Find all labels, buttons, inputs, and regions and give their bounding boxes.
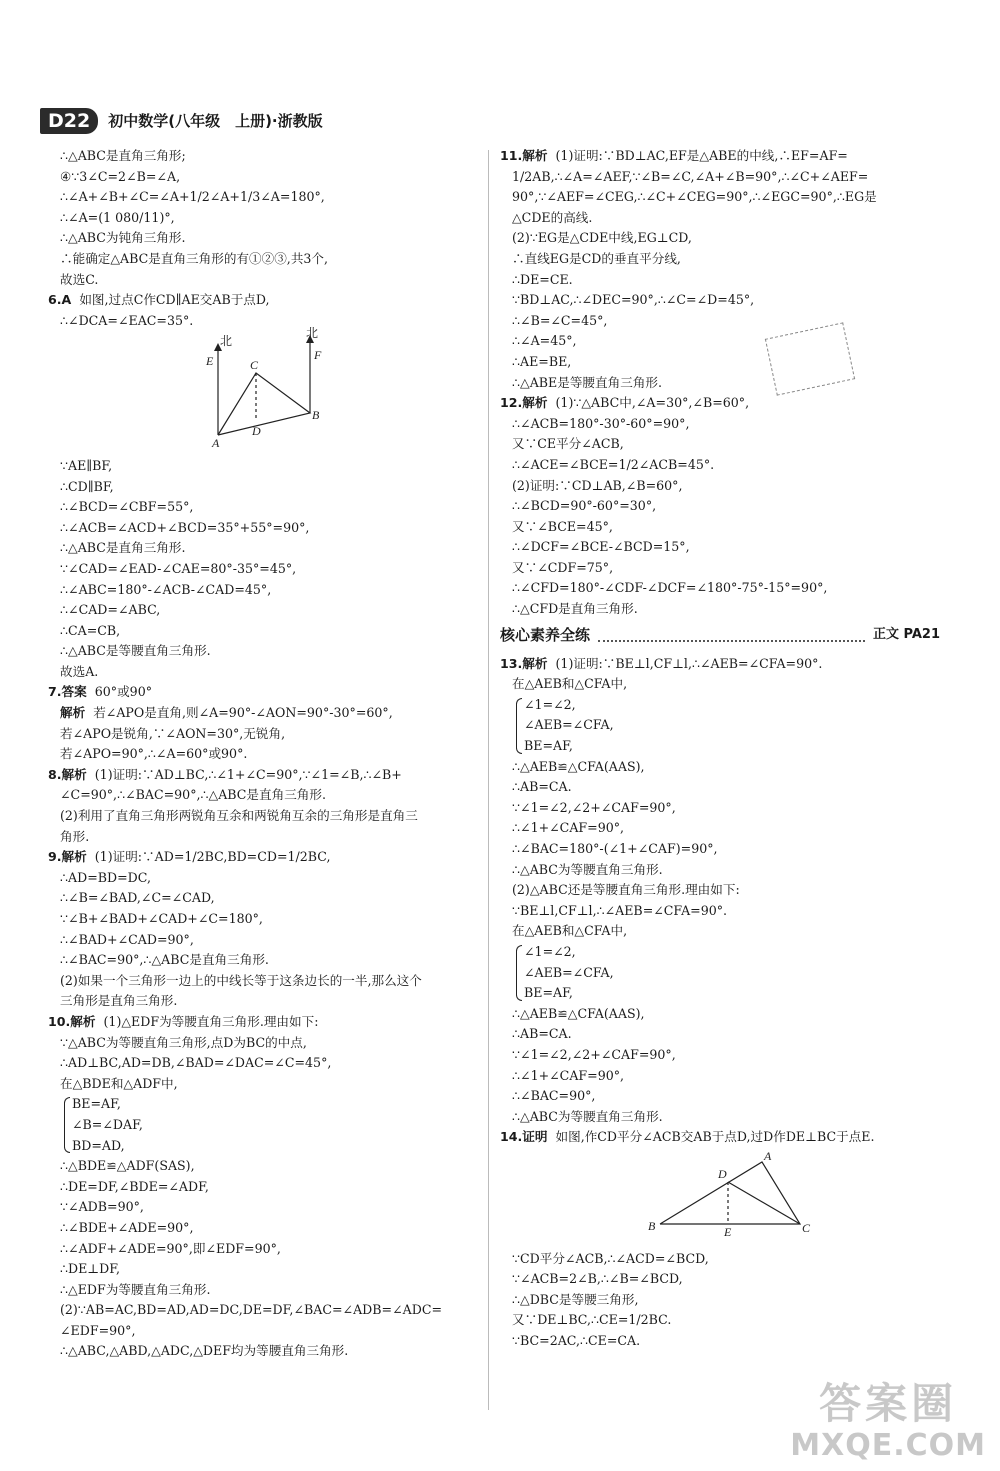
right-column [500, 146, 940, 1351]
text-line: (1)△EDF为等腰直角三角形.理由如下: [103, 1013, 319, 1029]
text-line: ∴∠ADF+∠ADE=90°,即∠EDF=90°, [60, 1240, 281, 1256]
text-line: ∴∠BAC=90°,∴△ABC是直角三角形. [60, 952, 269, 968]
text-line: (2)证明:∵CD⊥AB,∠B=60°, [512, 477, 683, 493]
text-line: ∵∠ACB=2∠B,∴∠B=∠BCD, [512, 1271, 683, 1287]
text-line: BE=AF, [524, 985, 573, 1001]
q14-figure [500, 1148, 940, 1245]
question-number: 7.答案 [48, 684, 87, 700]
text-line: ∴CD∥BF, [60, 478, 114, 494]
text-line: ∴能确定△ABC是直角三角形的有①②③,共3个, [60, 250, 329, 266]
question-number: 12.解析 [500, 395, 548, 411]
text-line: ∵BE⊥l,CF⊥l,∴∠AEB=∠CFA=90°. [512, 902, 728, 918]
text-line: 若∠APO=90°,∴∠A=60°或90°. [60, 746, 248, 762]
text-line: ∴△ABC是直角三角形; [60, 148, 186, 163]
q9 [48, 847, 478, 1012]
text-line: ∴∠ACB=∠ACD+∠BCD=35°+55°=90°, [60, 519, 310, 535]
text-line: ∵∠B+∠BAD+∠CAD+∠C=180°, [60, 911, 263, 926]
page-header [40, 106, 323, 136]
triangle-abc [660, 1162, 800, 1224]
q11 [500, 146, 940, 393]
brace-system [512, 695, 940, 757]
label-a: A [212, 436, 220, 451]
text-line: (1)证明:∵AD⊥BC,∴∠1+∠C=90°,∵∠1=∠B,∴∠B+ [94, 766, 402, 782]
text-line: ∴∠BDE+∠ADE=90°, [60, 1219, 194, 1235]
text-line: ∴∠A+∠B+∠C=∠A+1/2∠A+1/3∠A=180°, [60, 189, 325, 205]
triangle-bisector-diagram [500, 1148, 940, 1239]
q12 [500, 393, 940, 620]
text-line: ∠AEB=∠CFA, [524, 964, 614, 980]
text-line: 在△BDE和△ADF中, [60, 1075, 178, 1091]
text-line: ∴∠BCD=90°-60°=30°, [512, 498, 657, 514]
text-line: ∵CD平分∠ACB,∴∠ACD=∠BCD, [512, 1250, 709, 1266]
text-line: ∴△ABC,△ABD,△ADC,△DEF均为等腰直角三角形. [60, 1343, 349, 1359]
text-line: ∵∠ADB=90°, [60, 1199, 144, 1215]
text-line: 又∵CE平分∠ACB, [512, 436, 624, 452]
text-line: ∴CA=CB, [60, 622, 121, 638]
q6 [48, 290, 478, 682]
text-line: ∴△ABC是直角三角形. [60, 540, 186, 556]
question-number: 8.解析 [48, 766, 87, 782]
triangle-abc [218, 373, 310, 435]
text-line: ∴直线EG是CD的垂直平分线, [512, 250, 681, 266]
text-line: 又∵DE⊥BC,∴CE=1/2BC. [512, 1312, 672, 1328]
text-line: (2)∵EG是△CDE中线,EG⊥CD, [512, 230, 692, 246]
text-line: ∴∠B=∠BAD,∠C=∠CAD, [60, 890, 215, 906]
label-e: E [206, 354, 214, 369]
text-line: ∴∠A=(1 080/11)°, [60, 209, 175, 225]
text-line: ④∵3∠C=2∠B=∠A, [60, 168, 181, 184]
text-line: ∵BC=2AC,∴CE=CA. [512, 1332, 641, 1348]
text-line: ∴△AEB≌△CFA(AAS), [512, 758, 645, 774]
question-number: 14.证明 [500, 1129, 548, 1145]
section-title: 核心素养全练 [500, 626, 591, 645]
site-watermark [790, 1379, 986, 1463]
text-line: ∴∠BCD=∠CBF=55°, [60, 499, 194, 515]
text-line: ∵△ABC为等腰直角三角形,点D为BC的中点, [60, 1034, 307, 1050]
label-a: A [764, 1148, 772, 1163]
text-line: 若∠APO是直角,则∠A=90°-∠AON=90°-30°=60°, [93, 705, 393, 721]
label-c: C [250, 358, 259, 373]
text-line: ∴AE=BE, [512, 353, 572, 369]
section-page-ref: 正文 PA21 [872, 627, 940, 643]
text-line: ∴∠DCF=∠BCE-∠BCD=15°, [512, 539, 690, 555]
question-number: 9.解析 [48, 849, 87, 865]
text-line: ∠EDF=90°, [60, 1322, 136, 1338]
text-line: ∴△ABC为等腰直角三角形. [512, 1108, 663, 1124]
book-title: 初中数学(八年级 上册)·浙教版 [108, 111, 323, 130]
text-line: ∴△BDE≌△ADF(SAS), [60, 1158, 195, 1174]
analysis-tag: 解析 [60, 705, 86, 721]
text-line: (1)证明:∵BE⊥l,CF⊥l,∴∠AEB=∠CFA=90°. [555, 655, 823, 671]
bisector-cd [728, 1182, 800, 1224]
left-column [48, 146, 478, 1362]
text-line: ∵BD⊥AC,∴∠DEC=90°,∴∠C=∠D=45°, [512, 292, 755, 308]
text-line: ∴∠B=∠C=45°, [512, 312, 608, 328]
text-line: ∠AEB=∠CFA, [524, 717, 614, 733]
q8 [48, 765, 478, 847]
text-line: BD=AD, [72, 1137, 125, 1153]
text-line: ∴DE⊥DF, [60, 1261, 121, 1277]
label-north-b: 北 [306, 326, 319, 341]
text-line: ∴△DBC是等腰三角形, [512, 1291, 639, 1307]
text-line: ∴∠CAD=∠ABC, [60, 602, 161, 618]
text-line: 1/2AB,∴∠A=∠AEF,∵∠B=∠C,∠A+∠B=90°,∴∠C+∠AEF= [512, 168, 869, 184]
q5-continuation [48, 146, 478, 290]
section-header [500, 624, 940, 648]
column-divider [488, 150, 489, 1410]
text-line: 如图,过点C作CD∥AE交AB于点D, [79, 292, 270, 308]
brace-system [60, 1094, 478, 1156]
q14 [500, 1127, 940, 1351]
label-d: D [718, 1166, 727, 1181]
text-line: 又∵∠CDF=75°, [512, 559, 614, 575]
text-line: 在△AEB和△CFA中, [512, 676, 628, 692]
text-line: ∴△ABC是等腰直角三角形. [60, 643, 211, 659]
text-line: ∴DE=DF,∠BDE=∠ADF, [60, 1178, 209, 1194]
text-line: 如图,作CD平分∠ACB交AB于点D,过D作DE⊥BC于点E. [555, 1129, 875, 1145]
text-line: ∴△ABC为等腰直角三角形. [512, 861, 663, 877]
direction-triangle-diagram [48, 326, 478, 451]
question-number: 6.A [48, 292, 72, 308]
text-line: ∴∠1+∠CAF=90°, [512, 1067, 625, 1083]
label-b: B [312, 408, 320, 423]
answer-text: 60°或90° [94, 684, 153, 700]
question-number: 10.解析 [48, 1013, 96, 1029]
label-c: C [802, 1220, 811, 1235]
text-line: ∴∠BAC=90°, [512, 1088, 596, 1104]
text-line: 90°,∵∠AEF=∠CEG,∴∠C+∠CEG=90°,∴∠EGC=90°,∴EG是 [512, 189, 877, 205]
text-line: ∴∠1+∠CAF=90°, [512, 820, 625, 836]
text-line: ∠1=∠2, [524, 696, 576, 712]
text-line: (2)∵AB=AC,BD=AD,AD=DC,DE=DF,∠BAC=∠ADB=∠ADC= [60, 1302, 443, 1318]
text-line: (1)证明:∵AD=1/2BC,BD=CD=1/2BC, [94, 849, 331, 865]
text-line: BE=AF, [524, 738, 573, 754]
text-line: 若∠APO是锐角,∵∠AON=30°,无锐角, [60, 725, 286, 741]
label-e: E [724, 1224, 732, 1239]
label-f: F [314, 348, 322, 363]
page-number-badge: D22 [40, 108, 98, 135]
watermark-line-1: 答案圈 [819, 1379, 958, 1428]
text-line: ∠1=∠2, [524, 943, 576, 959]
text-line: 三角形是直角三角形. [60, 993, 178, 1009]
q10 [48, 1012, 478, 1362]
text-line: (2)利用了直角三角形两锐角互余和两锐角互余的三角形是直角三 [60, 808, 418, 824]
text-line: ∴△CFD是直角三角形. [512, 601, 638, 617]
text-line: ∴∠ABC=180°-∠ACB-∠CAD=45°, [60, 581, 272, 597]
text-line: ∠B=∠DAF, [72, 1116, 143, 1132]
text-line: ∵∠CAD=∠EAD-∠CAE=80°-35°=45°, [60, 560, 297, 576]
text-line: ∴AB=CA. [512, 779, 572, 795]
text-line: ∴∠BAC=180°-(∠1+∠CAF)=90°, [512, 841, 718, 856]
label-b: B [648, 1218, 656, 1233]
text-line: ∴∠DCA=∠EAC=35°. [60, 312, 194, 328]
text-line: ∴AD=BD=DC, [60, 869, 151, 885]
text-line: ∴AD⊥BC,AD=DB,∠BAD=∠DAC=∠C=45°, [60, 1055, 332, 1071]
label-north-a: 北 [220, 334, 233, 349]
text-line: ∴∠CFD=180°-∠CDF-∠DCF=∠180°-75°-15°=90°, [512, 580, 828, 596]
text-line: 故选A. [60, 663, 99, 679]
text-line: ∴AB=CA. [512, 1026, 572, 1042]
text-line: 又∵∠BCE=45°, [512, 518, 613, 534]
text-line: (2)如果一个三角形一边上的中线长等于这条边长的一半,那么这个 [60, 972, 422, 988]
text-line: 在△AEB和△CFA中, [512, 923, 628, 939]
text-line: 角形. [60, 828, 90, 844]
text-line: (2)△ABC还是等腰直角三角形.理由如下: [512, 882, 740, 898]
text-line: ∴∠BAD+∠CAD=90°, [60, 931, 194, 947]
text-line: ∴∠ACB=180°-30°-60°=90°, [512, 415, 690, 431]
text-line: ∠C=90°,∴∠BAC=90°,∴△ABC是直角三角形. [60, 787, 326, 803]
text-line: ∴∠ACE=∠BCE=1/2∠ACB=45°. [512, 456, 715, 472]
q6-figure [48, 326, 478, 452]
text-line: ∴△AEB≌△CFA(AAS), [512, 1005, 645, 1021]
text-line: ∵AE∥BF, [60, 457, 113, 473]
text-line: ∴△EDF为等腰直角三角形. [60, 1281, 211, 1297]
text-line: 故选C. [60, 271, 99, 287]
dotted-leader [598, 630, 865, 642]
question-number: 11.解析 [500, 148, 548, 163]
text-line: (1)∵△ABC中,∠A=30°,∠B=60°, [555, 395, 750, 411]
text-line: ∴△ABE是等腰直角三角形. [512, 374, 662, 390]
question-number: 13.解析 [500, 655, 548, 671]
brace-system [512, 942, 940, 1004]
text-line: BE=AF, [72, 1096, 121, 1112]
text-line: ∴DE=CE. [512, 271, 573, 287]
text-line: ∵∠1=∠2,∠2+∠CAF=90°, [512, 1046, 676, 1062]
label-d: D [252, 424, 261, 439]
watermark-line-2: MXQE.COM [790, 1428, 986, 1463]
text-line: ∴∠A=45°, [512, 333, 577, 349]
text-line: (1)证明:∵BD⊥AC,EF是△ABE的中线,∴EF=AF= [555, 148, 848, 163]
text-line: △CDE的高线. [512, 209, 593, 225]
q7 [48, 682, 478, 764]
text-line: ∴△ABC为钝角三角形. [60, 230, 186, 246]
q13 [500, 654, 940, 1128]
text-line: ∵∠1=∠2,∠2+∠CAF=90°, [512, 799, 676, 815]
